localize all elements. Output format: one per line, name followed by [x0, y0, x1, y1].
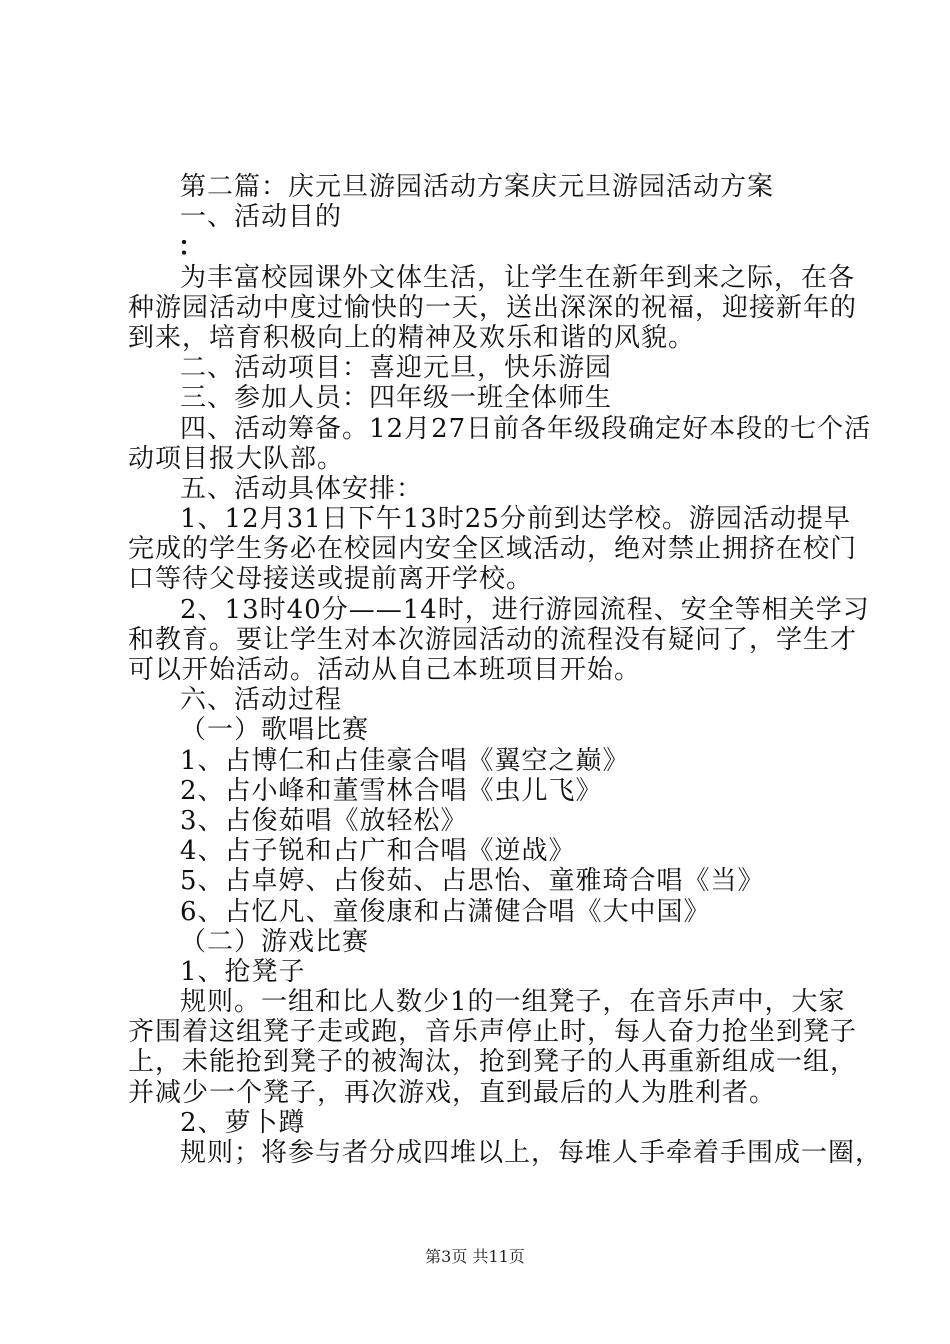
text-line: 并减少一个凳子，再次游戏，直到最后的人为胜利者。: [128, 1077, 777, 1108]
list-item: 3、占俊茹唱《放轻松》: [180, 805, 468, 836]
subsection-heading: （一）歌唱比赛: [180, 715, 370, 746]
text-line: 口等待父母接送或提前离开学校。: [128, 564, 534, 595]
text-line: 到来，培育积极向上的精神及欢乐和谐的风貌。: [128, 322, 696, 353]
section-heading: 二、活动项目：喜迎元旦，快乐游园: [180, 353, 613, 384]
text-line: 种游园活动中度过愉快的一天，送出深深的祝福，迎接新年的: [128, 292, 858, 323]
text-line: 动项目报大队部。: [128, 443, 345, 474]
section-heading: 四、活动筹备。12月27日前各年级段确定好本段的七个活: [180, 413, 872, 444]
text-line: 2、13时40分——14时，进行游园流程、安全等相关学习: [180, 594, 870, 625]
text-line: 为丰富校园课外文体生活，让学生在新年到来之际，在各: [180, 262, 856, 293]
text-line: 规则；将参与者分成四堆以上，每堆人手牵着手围成一圈，: [180, 1138, 883, 1168]
subsection-heading: （二）游戏比赛: [180, 926, 370, 957]
list-item: 6、占忆凡、童俊康和占潇健合唱《大中国》: [180, 896, 711, 927]
section-heading: 第二篇：庆元旦游园活动方案庆元旦游园活动方案: [180, 172, 775, 202]
text-line: 完成的学生务必在校园内安全区域活动，绝对禁止拥挤在校门: [128, 534, 858, 565]
section-heading: 五、活动具体安排：: [180, 473, 424, 504]
section-heading: 三、参加人员：四年级一班全体师生: [180, 383, 613, 414]
text-line: 1、12月31日下午13时25分前到达学校。游园活动提早: [180, 504, 851, 535]
document-body: [128, 172, 883, 1168]
text-line: 和教育。要让学生对本次游园活动的流程没有疑问了，学生才: [128, 624, 858, 655]
section-heading: 一、活动目的: [180, 202, 343, 233]
list-item: 2、萝卜蹲: [180, 1107, 306, 1138]
list-item: 1、占博仁和占佳豪合唱《翼空之巅》: [180, 745, 630, 776]
text-line: 可以开始活动。活动从自己本班项目开始。: [128, 655, 642, 685]
text-line: 上，未能抢到凳子的被淘汰，抢到凳子的人再重新组成一组，: [128, 1047, 858, 1078]
text-line: 齐围着这组凳子走或跑，音乐声停止时，每人奋力抢坐到凳子: [128, 1017, 858, 1048]
list-item: 4、占子锐和占广和合唱《逆战》: [180, 836, 576, 867]
list-item: 1、抢凳子: [180, 956, 306, 987]
text-line: ：: [178, 232, 206, 263]
page-number-footer: 第3页 共11页: [425, 1247, 525, 1266]
section-heading: 六、活动过程: [180, 685, 343, 716]
text-line: 规则。一组和比人数少1的一组凳子，在音乐声中，大家: [180, 987, 846, 1018]
list-item: 5、占卓婷、占俊茹、占思怡、童雅琦合唱《当》: [180, 866, 765, 897]
list-item: 2、占小峰和董雪林合唱《虫儿飞》: [180, 775, 603, 806]
